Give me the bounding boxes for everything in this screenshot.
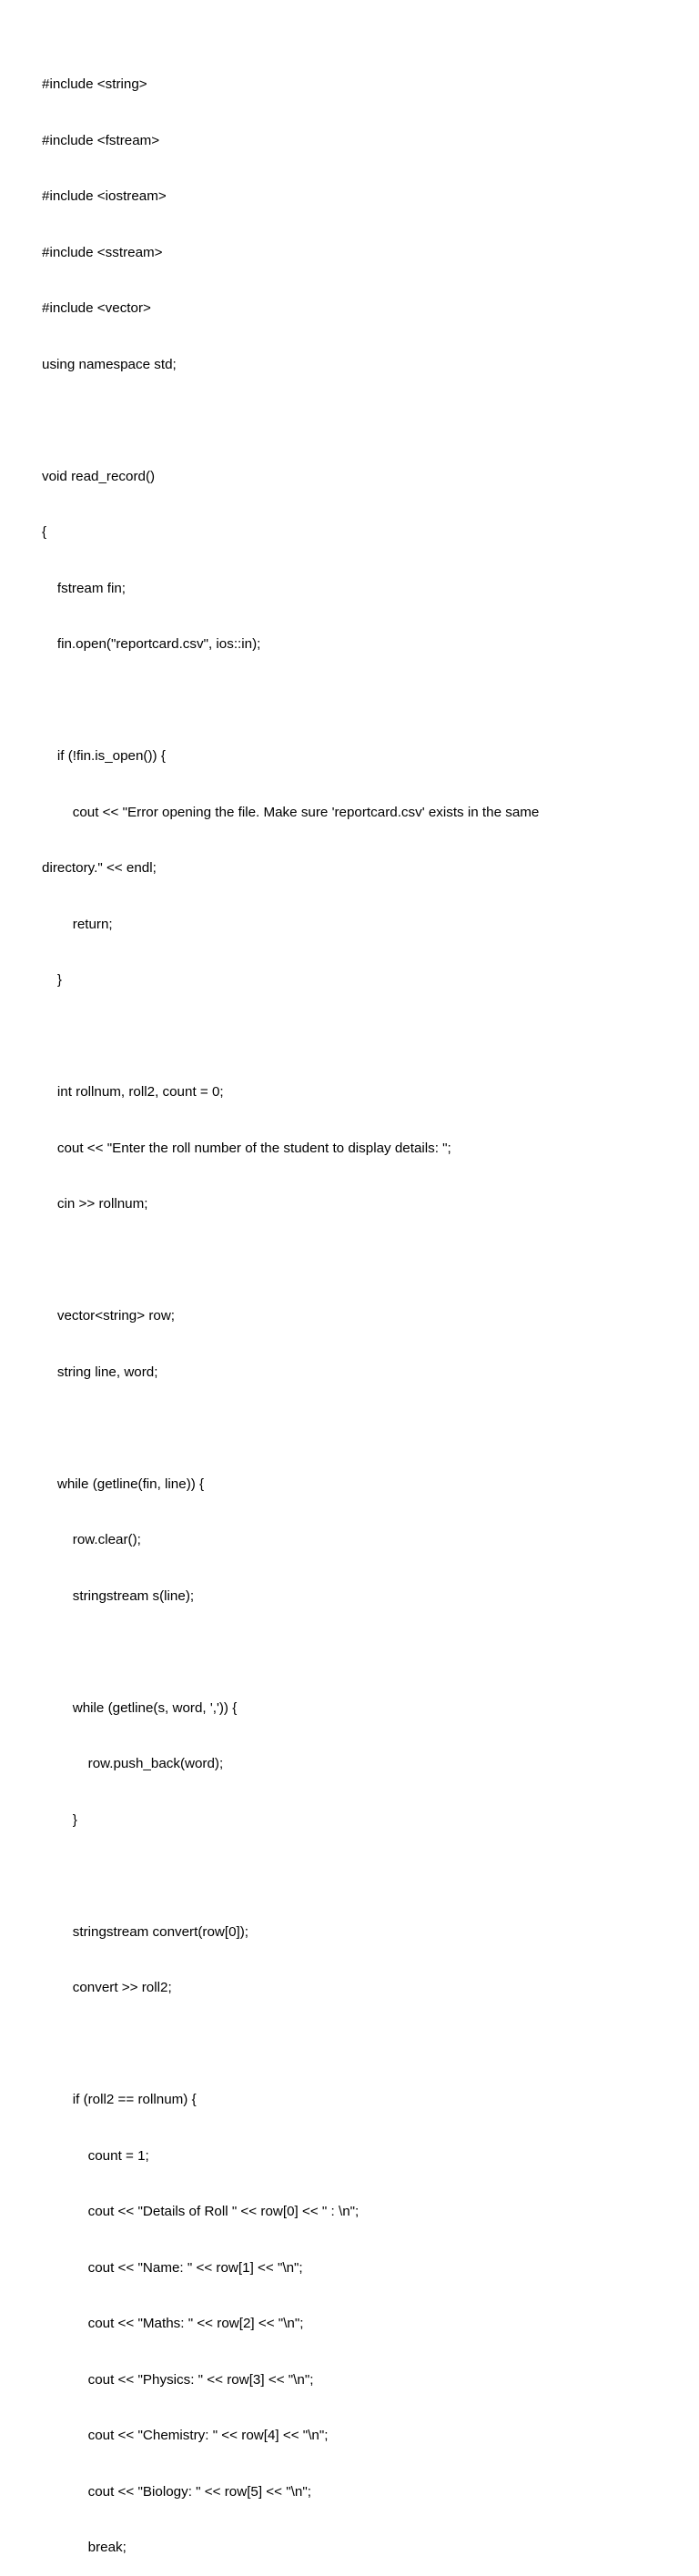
code-line: cout << "Enter the roll number of the student to display details: "; [42, 1140, 451, 1156]
code-line: fin.open("reportcard.csv", ios::in); [42, 636, 261, 652]
code-line [42, 1867, 679, 1886]
code-line [42, 2035, 679, 2054]
code-line: if (!fin.is_open()) { [42, 748, 166, 764]
code-line: row.clear(); [42, 1532, 141, 1547]
code-line: { [42, 524, 47, 540]
code-line: stringstream convert(row[0]); [42, 1923, 249, 1940]
code-line: #include <iostream> [42, 188, 167, 204]
code-line [42, 1643, 679, 1662]
code-line: stringstream s(line); [42, 1587, 195, 1604]
code-line: #include <string> [42, 76, 147, 92]
code-line: break; [42, 2540, 127, 2555]
code-line: while (getline(fin, line)) { [42, 1476, 205, 1492]
code-line: count = 1; [42, 2147, 149, 2164]
code-line: string line, word; [42, 1364, 158, 1380]
code-line: int rollnum, roll2, count = 0; [42, 1084, 224, 1100]
code-line [42, 1028, 679, 1047]
code-line: cout << "Chemistry: " << row[4] << "\n"; [42, 2428, 329, 2443]
code-line: cout << "Biology: " << row[5] << "\n"; [42, 2483, 311, 2500]
code-line: cout << "Physics: " << row[3] << "\n"; [42, 2371, 314, 2388]
code-line: #include <fstream> [42, 132, 160, 148]
code-line: directory." << endl; [42, 860, 157, 876]
code-line: using namespace std; [42, 356, 177, 372]
code-line: void read_record() [42, 468, 156, 484]
code-line: cout << "Name: " << row[1] << "\n"; [42, 2259, 303, 2276]
code-line: return; [42, 916, 113, 932]
code-listing [42, 38, 679, 2576]
code-line: cout << "Error opening the file. Make sure 'reportcard.csv' exists in the same [42, 804, 540, 820]
code-line: while (getline(s, word, ',')) { [42, 1699, 238, 1716]
code-line: #include <sstream> [42, 244, 163, 260]
code-line: cin >> rollnum; [42, 1196, 148, 1212]
code-line: cout << "Maths: " << row[2] << "\n"; [42, 2316, 304, 2331]
code-line: } [42, 972, 62, 988]
code-line: vector<string> row; [42, 1308, 176, 1323]
code-line: convert >> roll2; [42, 1980, 172, 1995]
code-line: fstream fin; [42, 580, 126, 596]
code-line [42, 411, 679, 431]
code-line: cout << "Details of Roll " << row[0] << " : \n"; [42, 2204, 360, 2219]
code-line [42, 1419, 679, 1438]
code-line: if (roll2 == rollnum) { [42, 2092, 197, 2107]
code-line: #include <vector> [42, 300, 151, 316]
code-line: } [42, 1811, 77, 1828]
code-line [42, 692, 679, 711]
code-line: row.push_back(word); [42, 1756, 224, 1771]
code-line [42, 1252, 679, 1271]
